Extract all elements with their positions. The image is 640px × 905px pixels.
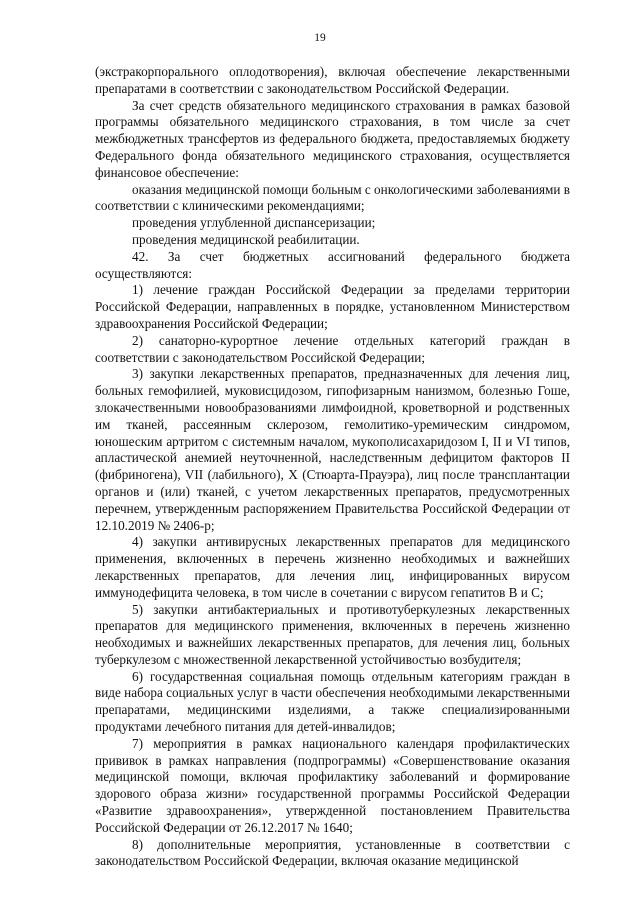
paragraph: 3) закупки лекарственных препаратов, предназначенных для лечения лиц, больных гемофилией, муковисцидозом, гипофизарным нанизмом, болезнью Гоше, злокачественными новообразованиями лимфоидной, кроветворной и родственных им тканей, рассеянным склерозом, гемолитико-уремическим синдромом, юношеским артритом с системным началом, мукополисахаридозом I, II и VI типов, апластической анемией неуточненной, наследственным дефицитом факторов II (фибриногена), VII (лабильного), X (Стюарта-Прауэра), лиц после трансплантации органов и (или) тканей, с учетом лекарственных препаратов, предусмотренных перечнем, утвержденным распоряжением Правительства Российской Федерации от 12.10.2019 № 2406-р;	[95, 366, 570, 533]
paragraph: (экстракорпорального оплодотворения), включая обеспечение лекарственными препаратами в соответствии с законодательством Российской Федерации.	[95, 64, 570, 96]
paragraph: За счет средств обязательного медицинского страхования в рамках базовой программы обязательного медицинского страхования, в том числе за счет межбюджетных трансфертов из федерального бюджета, предоставляемых бюджету Федерального фонда обязательного медицинского страхования, осуществляется финансовое обеспечение:	[95, 97, 570, 180]
page-number: 19	[314, 32, 326, 44]
document-body	[95, 64, 570, 870]
paragraph: 7) мероприятия в рамках национального календаря профилактических прививок в рамках направления (подпрограммы) «Совершенствование оказания медицинской помощи, включая профилактику заболеваний и формирование здорового образа жизни» государственной программы Российской Федерации «Развитие здравоохранения», утвержденной постановлением Правительства Российской Федерации от 26.12.2017 № 1640;	[95, 735, 570, 835]
paragraph: 4) закупки антивирусных лекарственных препаратов для медицинского применения, включенных в перечень жизненно необходимых и важнейших лекарственных препаратов, для лечения лиц, инфицированных вирусом иммунодефицита человека, в том числе в сочетании с вирусом гепатитов B и C;	[95, 534, 570, 600]
paragraph: проведения медицинской реабилитации.	[132, 231, 360, 247]
paragraph: 42. За счет бюджетных ассигнований федерального бюджета осуществляются:	[95, 248, 570, 281]
paragraph: оказания медицинской помощи больным с онкологическими заболеваниями в соответствии с клиническими рекомендациями;	[95, 181, 570, 214]
paragraph: 8) дополнительные мероприятия, установленные в соответствии с законодательством Российской Федерации, включая оказание медицинской	[95, 836, 570, 869]
paragraph: проведения углубленной диспансеризации;	[132, 215, 376, 231]
paragraph: 6) государственная социальная помощь отдельным категориям граждан в виде набора социальных услуг в части обеспечения необходимыми лекарственными препаратами, медицинскими изделиями, а также специализированными продуктами лечебного питания для детей-инвалидов;	[95, 668, 570, 735]
paragraph: 2) санаторно-курортное лечение отдельных категорий граждан в соответствии с законодательством Российской Федерации;	[95, 332, 570, 365]
paragraph: 1) лечение граждан Российской Федерации за пределами территории Российской Федерации, направленных в порядке, установленном Министерством здравоохранения Российской Федерации;	[95, 282, 570, 331]
paragraph: 5) закупки антибактериальных и противотуберкулезных лекарственных препаратов для медицинского применения, включенных в перечень жизненно необходимых и важнейших лекарственных препаратов, для лечения лиц, больных туберкулезом с множественной лекарственной устойчивостью возбудителя;	[95, 601, 570, 667]
